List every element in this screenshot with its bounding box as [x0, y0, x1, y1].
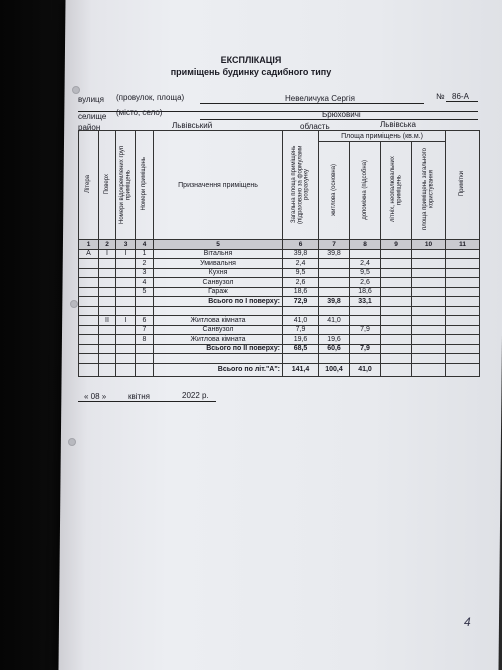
cell-living-area: 41,0: [319, 316, 350, 326]
total-all-aux: 41,0: [350, 363, 381, 376]
cell-aux-area: 2,4: [350, 259, 381, 269]
column-number: 10: [412, 240, 446, 250]
total-floor1-row: [79, 297, 480, 307]
cell-aux-area: 9,5: [350, 268, 381, 278]
header-total-area: Загальна площа приміщень (підраховано за формулами розрахунку: [283, 131, 319, 240]
cell-purpose: Вітальня: [154, 249, 283, 259]
cell-group: [116, 287, 136, 297]
cell-purpose: Умивальня: [154, 259, 283, 269]
cell-floor: I: [99, 249, 116, 259]
cell-empty: [381, 259, 412, 269]
cell-group: I: [116, 316, 136, 326]
cell-floor: [99, 335, 116, 345]
room-row: [79, 249, 480, 259]
cell-group: [116, 268, 136, 278]
binder-hole: [72, 86, 80, 94]
column-number: 9: [381, 240, 412, 250]
cell-empty: [381, 278, 412, 288]
cell-empty: [412, 268, 446, 278]
document-title: ЕКСПЛІКАЦІЯ: [220, 55, 282, 65]
total-floor2-row: [79, 344, 480, 354]
number-underline: [446, 101, 478, 102]
cell-litera: А: [79, 249, 99, 259]
empty-row: [79, 354, 480, 364]
cell-living-area: 39,8: [319, 249, 350, 259]
cell-litera: [79, 335, 99, 345]
cell-floor: [99, 259, 116, 269]
room-row: [79, 316, 480, 326]
cell-purpose: Житлова кімната: [154, 335, 283, 345]
cell-empty: [446, 278, 480, 288]
cell-empty: [412, 316, 446, 326]
header-auxiliary: допоміжна (підсобна): [350, 142, 381, 240]
cell-litera: [79, 278, 99, 288]
header-common: площа приміщень загального користування: [412, 142, 446, 240]
column-number: 1: [79, 240, 99, 250]
total-living: 60,6: [319, 344, 350, 354]
cell-room-number: 3: [136, 268, 154, 278]
street-value: Невеличука Сергія: [285, 94, 355, 103]
cell-room-number: 1: [136, 249, 154, 259]
header-purpose: Призначення приміщень: [154, 131, 283, 240]
binder-hole: [68, 438, 76, 446]
cell-litera: [79, 259, 99, 269]
cell-group: [116, 278, 136, 288]
cell-purpose: Кухня: [154, 268, 283, 278]
cell-living-area: [319, 287, 350, 297]
cell-room-number: 2: [136, 259, 154, 269]
settlement-value: Брюховичі: [322, 110, 361, 119]
street-type: (провулок, площа): [116, 93, 185, 102]
room-row: [79, 268, 480, 278]
column-number: 4: [136, 240, 154, 250]
cell-litera: [79, 325, 99, 335]
cell-empty: [446, 287, 480, 297]
cell-empty: [446, 259, 480, 269]
cell-aux-area: 18,6: [350, 287, 381, 297]
cell-total-area: 7,9: [283, 325, 319, 335]
cell-empty: [412, 249, 446, 259]
cell-total-area: 9,5: [283, 268, 319, 278]
total-label: Всього по І поверху:: [154, 297, 283, 307]
total-all-label: Всього по літ."А":: [154, 363, 283, 376]
cell-group: I: [116, 249, 136, 259]
binder-hole: [70, 300, 78, 308]
cell-room-number: 5: [136, 287, 154, 297]
cell-aux-area: [350, 335, 381, 345]
total-aux: 33,1: [350, 297, 381, 307]
cell-litera: [79, 316, 99, 326]
cell-purpose: Житлова кімната: [154, 316, 283, 326]
cell-total-area: 18,6: [283, 287, 319, 297]
cell-empty: [446, 249, 480, 259]
cell-empty: [446, 335, 480, 345]
room-row: [79, 259, 480, 269]
settlement-type: (місто, село): [116, 108, 163, 117]
cell-empty: [446, 325, 480, 335]
room-row: [79, 278, 480, 288]
cell-group: [116, 335, 136, 345]
cell-room-number: 8: [136, 335, 154, 345]
cell-total-area: 41,0: [283, 316, 319, 326]
cell-empty: [381, 287, 412, 297]
cell-floor: [99, 278, 116, 288]
cell-aux-area: [350, 316, 381, 326]
cell-empty: [412, 287, 446, 297]
total-all-living: 100,4: [319, 363, 350, 376]
column-number: 3: [116, 240, 136, 250]
cell-room-number: 6: [136, 316, 154, 326]
cell-empty: [381, 316, 412, 326]
column-number: 2: [99, 240, 116, 250]
cell-empty: [412, 335, 446, 345]
document-subtitle: приміщень будинку садибного типу: [170, 67, 332, 77]
header-notes: Примітки: [446, 131, 480, 240]
cell-living-area: 19,6: [319, 335, 350, 345]
street-label: вулиця: [78, 95, 104, 104]
cell-group: [116, 259, 136, 269]
date-day: « 08 »: [84, 392, 107, 401]
page-mark: 4: [464, 615, 471, 629]
cell-floor: [99, 268, 116, 278]
cell-living-area: [319, 259, 350, 269]
cell-living-area: [319, 325, 350, 335]
column-number: 11: [446, 240, 480, 250]
column-number: 7: [319, 240, 350, 250]
header-area-group: Площа приміщень (кв.м.): [319, 131, 446, 142]
cell-purpose: Санвузол: [154, 325, 283, 335]
cell-empty: [412, 259, 446, 269]
cell-total-area: 2,6: [283, 278, 319, 288]
cell-floor: II: [99, 316, 116, 326]
cell-living-area: [319, 278, 350, 288]
cell-aux-area: [350, 249, 381, 259]
street-underline: [200, 103, 424, 104]
floor2-rows: [79, 316, 480, 345]
total-aux: 7,9: [350, 344, 381, 354]
district-value: Львівський: [172, 121, 213, 130]
column-number: 5: [154, 240, 283, 250]
room-row: [79, 335, 480, 345]
settlement-underline: [200, 119, 478, 120]
cell-empty: [381, 325, 412, 335]
column-number-row: [79, 240, 480, 250]
region-value: Львівська: [380, 120, 416, 129]
cell-floor: [99, 287, 116, 297]
cell-aux-area: 2,6: [350, 278, 381, 288]
header-group: Номери відокремлених груп приміщень: [116, 131, 136, 240]
header-room-number: Номери приміщень: [136, 131, 154, 240]
date-year: 2022 р.: [182, 391, 209, 400]
total-area: 72,9: [283, 297, 319, 307]
cell-total-area: 19,6: [283, 335, 319, 345]
cell-total-area: 39,8: [283, 249, 319, 259]
cell-total-area: 2,4: [283, 259, 319, 269]
cell-floor: [99, 325, 116, 335]
room-row: [79, 325, 480, 335]
total-living: 39,8: [319, 297, 350, 307]
cell-litera: [79, 268, 99, 278]
district-label: район: [78, 123, 101, 132]
column-number: 8: [350, 240, 381, 250]
number-value: 86-А: [452, 92, 469, 101]
total-area: 68,5: [283, 344, 319, 354]
cell-empty: [446, 316, 480, 326]
header-living: житлова (основна): [319, 142, 350, 240]
empty-row: [79, 306, 480, 316]
total-all-area: 141,4: [283, 363, 319, 376]
cell-purpose: Санвузол: [154, 278, 283, 288]
header-row: [79, 131, 480, 142]
date-underline: [78, 401, 216, 402]
header-litera: Літера: [79, 131, 99, 240]
cell-aux-area: 7,9: [350, 325, 381, 335]
total-label: Всього по ІІ поверху:: [154, 344, 283, 354]
cell-empty: [412, 278, 446, 288]
cell-empty: [412, 325, 446, 335]
cell-room-number: 7: [136, 325, 154, 335]
total-all-row: [79, 363, 480, 376]
header-summer: літніх, неопалювальних приміщень: [381, 142, 412, 240]
cell-purpose: Гараж: [154, 287, 283, 297]
settlement-label: селище: [78, 112, 107, 121]
column-number: 6: [283, 240, 319, 250]
cell-empty: [381, 268, 412, 278]
explication-table: [78, 130, 480, 377]
region-label: область: [300, 122, 330, 131]
floor1-rows: [79, 249, 480, 297]
room-row: [79, 287, 480, 297]
header-floor: Поверх: [99, 131, 116, 240]
cell-empty: [446, 268, 480, 278]
cell-living-area: [319, 268, 350, 278]
cell-empty: [381, 335, 412, 345]
number-label: №: [436, 92, 445, 101]
cell-group: [116, 325, 136, 335]
date-month: квітня: [128, 392, 150, 401]
cell-empty: [381, 249, 412, 259]
cell-litera: [79, 287, 99, 297]
cell-room-number: 4: [136, 278, 154, 288]
